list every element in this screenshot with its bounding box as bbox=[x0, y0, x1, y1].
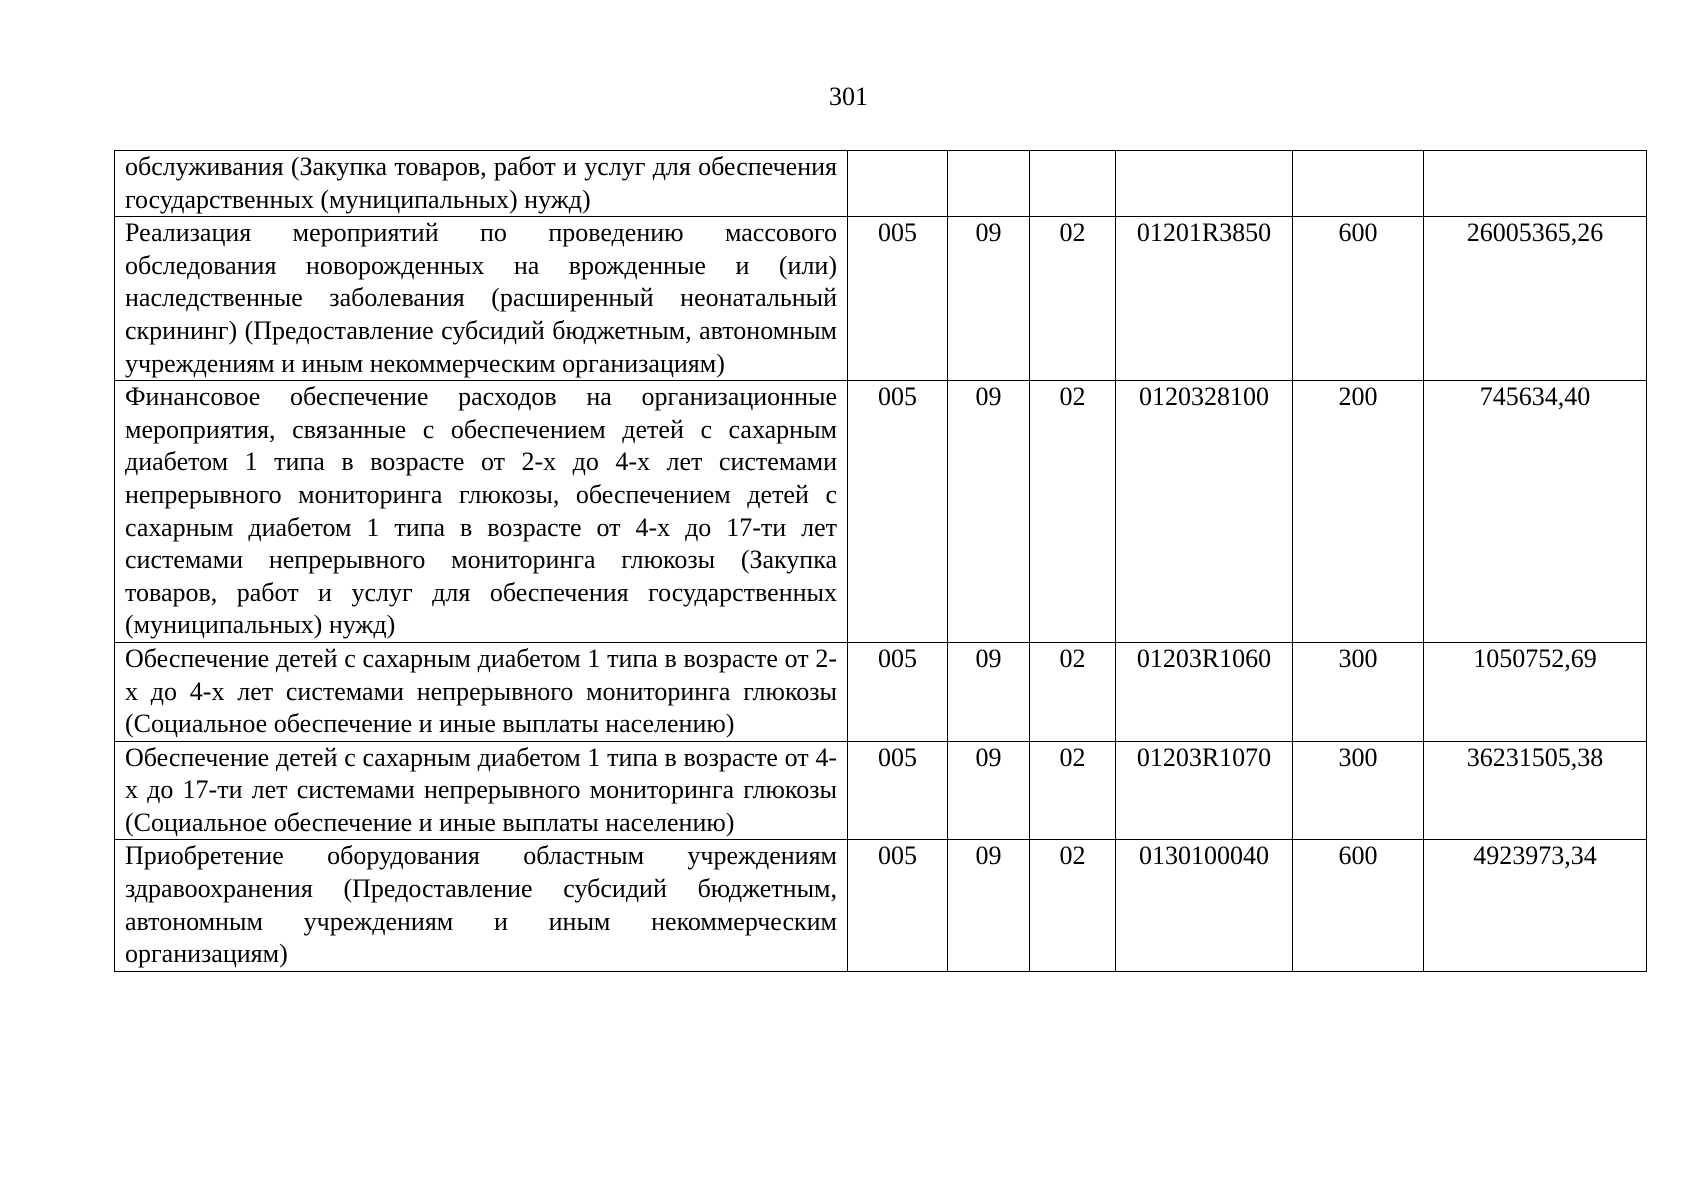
section-code: 09 bbox=[948, 217, 1030, 381]
budget-table bbox=[114, 150, 1647, 972]
table-row bbox=[115, 642, 1647, 741]
subsection-code: 02 bbox=[1030, 381, 1116, 643]
amount: 4923973,34 bbox=[1424, 840, 1647, 971]
grbs-code: 005 bbox=[848, 381, 948, 643]
section-code: 09 bbox=[948, 381, 1030, 643]
subsection-code: 02 bbox=[1030, 840, 1116, 971]
row-description: Приобретение оборудования областным учреждениям здравоохранения (Предоставление субсидий бюджетным, автономным учреждениям и иным некоммерческим организациям) bbox=[115, 840, 848, 971]
target-item-code: 0120328100 bbox=[1116, 381, 1293, 643]
page-number: 301 bbox=[829, 82, 868, 111]
expense-type-code: 600 bbox=[1293, 840, 1424, 971]
target-item-code: 0130100040 bbox=[1116, 840, 1293, 971]
target-item-code: 01201R3850 bbox=[1116, 217, 1293, 381]
target-item-code bbox=[1116, 151, 1293, 217]
subsection-code: 02 bbox=[1030, 741, 1116, 840]
row-description: Реализация мероприятий по проведению массового обследования новорожденных на врожденные и (или) наследственные заболевания (расширенный неонатальный скрининг) (Предоставление субсидий бюджетным, автономным учреждениям и иным некоммерческим организациям) bbox=[115, 217, 848, 381]
section-code: 09 bbox=[948, 741, 1030, 840]
target-item-code: 01203R1070 bbox=[1116, 741, 1293, 840]
amount: 26005365,26 bbox=[1424, 217, 1647, 381]
grbs-code: 005 bbox=[848, 741, 948, 840]
section-code bbox=[948, 151, 1030, 217]
grbs-code: 005 bbox=[848, 217, 948, 381]
table-row bbox=[115, 840, 1647, 971]
table-row bbox=[115, 381, 1647, 643]
table-row bbox=[115, 151, 1647, 217]
row-description: Обеспечение детей с сахарным диабетом 1 типа в возрасте от 2-х до 4-х лет системами непрерывного мониторинга глюкозы (Социальное обеспечение и иные выплаты населению) bbox=[115, 642, 848, 741]
grbs-code bbox=[848, 151, 948, 217]
expense-type-code bbox=[1293, 151, 1424, 217]
row-description: Финансовое обеспечение расходов на организационные мероприятия, связанные с обеспечением детей с сахарным диабетом 1 типа в возрасте от 2-х до 4-х лет системами непрерывного мониторинга глюкозы, обеспечением детей с сахарным диабетом 1 типа в возрасте от 4-х до 17-ти лет системами непрерывного мониторинга глюкозы (Закупка товаров, работ и услуг для обеспечения государственных (муниципальных) нужд) bbox=[115, 381, 848, 643]
expense-type-code: 300 bbox=[1293, 741, 1424, 840]
expense-type-code: 600 bbox=[1293, 217, 1424, 381]
amount: 1050752,69 bbox=[1424, 642, 1647, 741]
subsection-code bbox=[1030, 151, 1116, 217]
section-code: 09 bbox=[948, 840, 1030, 971]
table-row bbox=[115, 741, 1647, 840]
table-row bbox=[115, 217, 1647, 381]
amount: 745634,40 bbox=[1424, 381, 1647, 643]
grbs-code: 005 bbox=[848, 642, 948, 741]
subsection-code: 02 bbox=[1030, 217, 1116, 381]
expense-type-code: 300 bbox=[1293, 642, 1424, 741]
row-description: обслуживания (Закупка товаров, работ и услуг для обеспечения государственных (муниципальных) нужд) bbox=[115, 151, 848, 217]
target-item-code: 01203R1060 bbox=[1116, 642, 1293, 741]
amount: 36231505,38 bbox=[1424, 741, 1647, 840]
section-code: 09 bbox=[948, 642, 1030, 741]
expense-type-code: 200 bbox=[1293, 381, 1424, 643]
grbs-code: 005 bbox=[848, 840, 948, 971]
row-description: Обеспечение детей с сахарным диабетом 1 типа в возрасте от 4-х до 17-ти лет системами непрерывного мониторинга глюкозы (Социальное обеспечение и иные выплаты населению) bbox=[115, 741, 848, 840]
subsection-code: 02 bbox=[1030, 642, 1116, 741]
amount bbox=[1424, 151, 1647, 217]
